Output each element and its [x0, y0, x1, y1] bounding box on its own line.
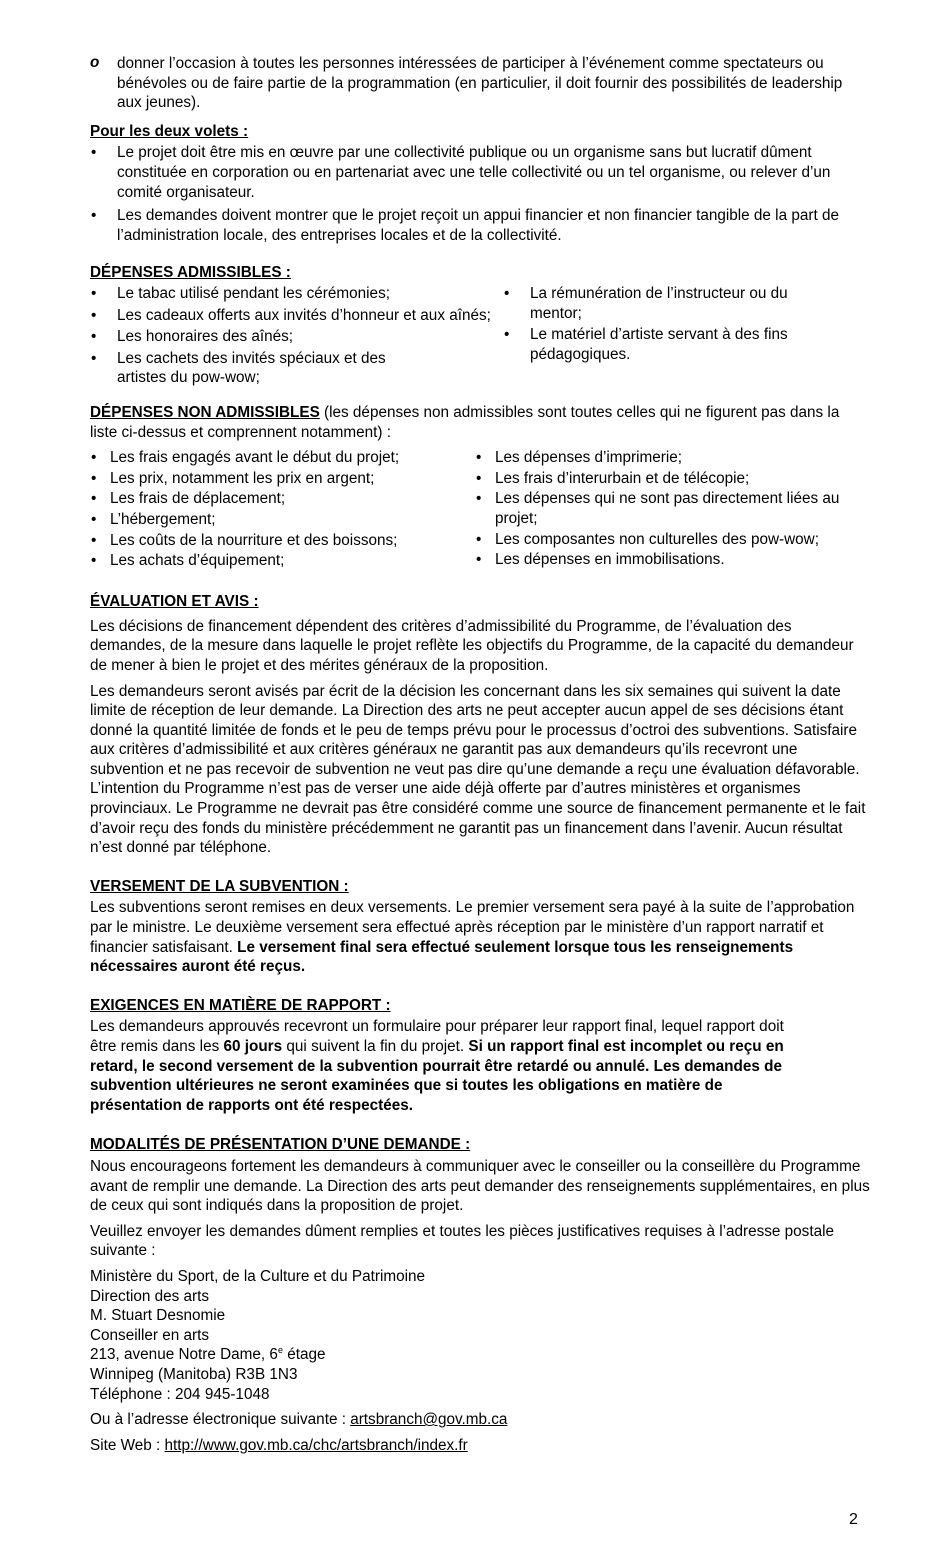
email-line [90, 1410, 870, 1430]
submission-paragraph-1: Nous encourageons fortement les demandeurs à communiquer avec le conseiller ou la conseillère du Programme avant de remplir une demande. La Direction des arts peut demander des renseignements supplémentaires, en plus de ceux qui sont indiqués dans la proposition de projet. [90, 1157, 870, 1215]
address-phone: Téléphone : 204 945-1048 [90, 1385, 270, 1403]
address-floor: étage [282, 1346, 326, 1364]
list-item: • Les demandes doivent montrer que le projet reçoit un appui financier et non financier tangible de la part de l’administration locale, des entreprises locales et de la collectivité. [90, 206, 870, 245]
reporting-bold-text: Si un rapport final est incomplet ou reçu en retard, le second versement de la subvention pourrait être retardé ou annulé. Les demandes de subvention ultérieures ne seront examinées que si toutes les obligations en matière de présentation de rapports ont été respectées. [90, 1038, 784, 1114]
eligible-list-left [90, 284, 510, 388]
payment-text: Les subventions seront remises en deux versements. Le premier versement sera payé à la suite de l’approbation par le ministre. Le deuxième versement sera effectué après réception par le ministère d’un rapport narratif et financier satisfaisant. [90, 899, 855, 956]
top-list [90, 54, 870, 113]
list-item: • L’hébergement; [90, 510, 470, 530]
list-item: • Le matériel d’artiste servant à des fins pédagogiques. [503, 325, 830, 364]
list-item: • Les achats d’équipement; [90, 551, 470, 571]
list-item: • Le projet doit être mis en œuvre par une collectivité publique ou un organisme sans but lucratif dûment constituée en corporation ou en partenariat avec une telle collectivité ou un tel organisme, ou relever d’un comité organisateur. [90, 143, 870, 202]
address-line: Direction des arts [90, 1287, 210, 1305]
ineligible-intro-text: (les dépenses non admissibles sont toutes celles qui ne figurent pas dans la liste ci-dessus et comprennent notamment) : [90, 403, 840, 441]
page-number: 2 [849, 1511, 858, 1528]
payment-heading: VERSEMENT DE LA SUBVENTION : [90, 877, 349, 895]
list-item: • Les frais d’interurbain et de télécopie; [475, 469, 870, 489]
ineligible-intro [90, 403, 870, 442]
eligible-list-right [503, 284, 833, 364]
list-item: • Les coûts de la nourriture et des boissons; [90, 531, 470, 551]
mailing-address [90, 1267, 870, 1404]
list-item: • Les dépenses en immobilisations. [475, 550, 870, 570]
both-streams-list [90, 143, 870, 245]
list-item: • Les dépenses d’imprimerie; [475, 448, 870, 468]
address-street: 213, avenue Notre Dame, 6 [90, 1346, 278, 1364]
address-line: Ministère du Sport, de la Culture et du Patrimoine [90, 1267, 426, 1285]
eligible-heading: DÉPENSES ADMISSIBLES : [90, 264, 291, 282]
payment-bold-text: Le versement final sera effectué seulement lorsque tous les renseignements nécessaires auront été reçus. [90, 938, 794, 976]
list-item: • Le tabac utilisé pendant les cérémonies; [90, 284, 510, 304]
list-item: • La rémunération de l’instructeur ou du mentor; [503, 284, 830, 323]
ineligible-list-right [475, 448, 870, 570]
submission-paragraph-2: Veuillez envoyer les demandes dûment remplies et toutes les pièces justificatives requises à l’adresse postale suivante : [90, 1222, 834, 1260]
website-label: Site Web : [90, 1436, 165, 1454]
email-label: Ou à l’adresse électronique suivante : [90, 1411, 351, 1429]
list-item: • Les cachets des invités spéciaux et des artistes du pow-wow; [90, 349, 427, 388]
submission-heading: MODALITÉS DE PRÉSENTATION D’UNE DEMANDE : [90, 1136, 471, 1154]
evaluation-paragraph-2: Les demandeurs seront avisés par écrit de la décision les concernant dans les six semaines qui suivent la date limite de réception de leur demande. La Direction des arts ne peut accepter aucun appel de ses décisions étant donné la quantité limitée de fonds et le peu de temps prévu pour le processus d’octroi des subventions. Satisfaire aux critères d’admissibilité et aux critères généraux ne garantit pas aux demandeurs qu’ils recevront une subvention et ne pas recevoir de subvention ne veut pas dire qu’une demande a reçu une évaluation défavorable. L’intention du Programme n’est pas de verser une aide déjà offerte par d’autres ministères et organismes provinciaux. Le Programme ne devrait pas être considéré comme une source de financement permanente et le fait d’avoir reçu des fonds du ministère précédemment ne garantit pas un financement dans l’avenir. Aucun résultat n’est donné par téléphone. [90, 682, 866, 857]
evaluation-heading: ÉVALUATION ET AVIS : [90, 593, 259, 611]
list-item: • Les prix, notamment les prix en argent; [90, 469, 470, 489]
eligible-columns [90, 283, 870, 387]
ineligible-list-left [90, 448, 470, 571]
ineligible-columns [90, 448, 870, 574]
document-page [90, 54, 870, 1455]
list-item: • Les honoraires des aînés; [90, 327, 510, 347]
reporting-paragraph [90, 1017, 810, 1115]
list-item: o donner l’occasion à toutes les personnes intéressées de participer à l’événement comme spectateurs ou bénévoles ou de faire partie de la programmation (en particulier, il doit fournir des possibilités de leadership aux jeunes). [90, 54, 870, 113]
reporting-text-1: Les demandeurs approuvés recevront un formulaire pour préparer leur rapport final, lequel rapport doit être remis dans les [90, 1018, 784, 1055]
website-line [90, 1436, 870, 1456]
list-item: • Les cadeaux offerts aux invités d’honneur et aux aînés; [90, 306, 510, 326]
reporting-heading: EXIGENCES EN MATIÈRE DE RAPPORT : [90, 996, 391, 1014]
reporting-days: 60 jours [223, 1038, 283, 1055]
list-item: • Les composantes non culturelles des pow-wow; [475, 530, 870, 550]
address-line: Conseiller en arts [90, 1326, 210, 1344]
floor-superscript: e [277, 1345, 283, 1356]
ineligible-heading: DÉPENSES NON ADMISSIBLES [90, 403, 320, 421]
address-line: Winnipeg (Manitoba) R3B 1N3 [90, 1365, 298, 1383]
reporting-text-2: qui suivent la fin du projet. [282, 1038, 469, 1055]
list-item: • Les frais engagés avant le début du projet; [90, 448, 470, 468]
payment-paragraph [90, 898, 870, 976]
both-streams-heading: Pour les deux volets : [90, 122, 249, 140]
email-link[interactable]: artsbranch@gov.mb.ca [350, 1411, 508, 1429]
evaluation-paragraph-1: Les décisions de financement dépendent des critères d’admissibilité du Programme, de l’évaluation des demandes, de la mesure dans laquelle le projet reflète les objectifs du Programme, de la capacité du demandeur de mener à bien le projet et des mérites généraux de la proposition. [90, 617, 854, 674]
list-item: • Les dépenses qui ne sont pas directement liées au projet; [475, 489, 865, 528]
list-item: • Les frais de déplacement; [90, 489, 470, 509]
address-line [90, 1345, 870, 1365]
address-line: M. Stuart Desnomie [90, 1307, 226, 1325]
website-link[interactable]: http://www.gov.mb.ca/chc/artsbranch/index.fr [164, 1436, 468, 1454]
